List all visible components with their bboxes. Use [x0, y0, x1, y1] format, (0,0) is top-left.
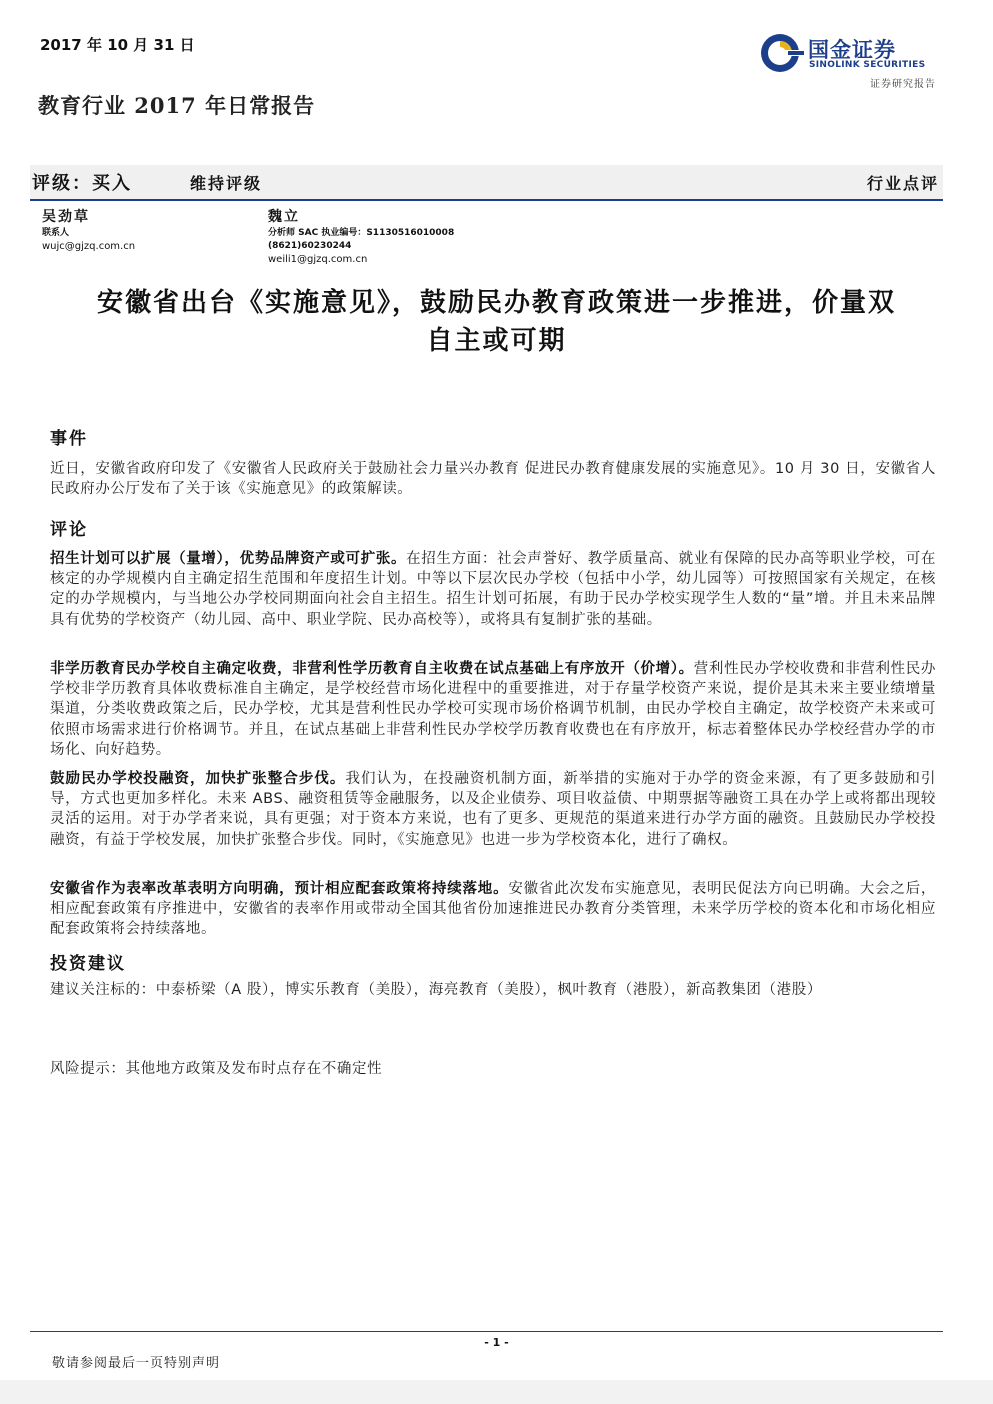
analyst-sac-id: 分析师 SAC 执业编号：S1130516010008 [268, 228, 455, 238]
rating-bar [30, 165, 943, 201]
headline-line-2: 自主或可期 [426, 326, 567, 356]
paragraph-lead: 安徽省作为表率改革表明方向明确，预计相应配套政策将持续落地。 [50, 881, 509, 897]
paragraph-lead: 招生计划可以扩展（量增），优势品牌资产或可扩张。 [50, 551, 407, 567]
footer-divider [30, 1331, 943, 1332]
logo-text-cn: 国金证券 [808, 38, 896, 62]
risk-paragraph: 风险提示：其他地方政策及发布时点存在不确定性 [50, 1061, 383, 1077]
invest-paragraph: 建议关注标的：中泰桥梁（A 股），博实乐教育（美股），海亮教育（美股），枫叶教育（港股），新高教集团（港股） [50, 982, 822, 998]
logo-subtitle: 证券研究报告 [870, 79, 936, 90]
analyst-block-1 [42, 211, 135, 253]
comment-paragraph-1 [50, 549, 936, 630]
analyst-phone: (8621)60230244 [268, 241, 352, 251]
comment-paragraph-4 [50, 879, 936, 940]
comment-paragraph-3 [50, 769, 936, 850]
footer-disclaimer: 敬请参阅最后一页特别声明 [52, 1356, 221, 1371]
analyst-name: 吴劲草 [42, 209, 90, 225]
analyst-block-2 [268, 211, 454, 266]
logo-text-en: SINOLINK SECURITIES [809, 60, 926, 70]
comment-paragraph-2 [50, 659, 936, 760]
paragraph-body: 在招生方面：社会声誉好、教学质量高、就业有保障的民办高等职业学校，可在核定的办学规模内自主确定招生范围和年度招生计划。中等以下层次民办学校（包括中小学，幼儿园等）可按照国家有关规定，在核定的办学规模内，与当地公办学校同期面向社会自主招生。招生计划可拓展，有助于民办学校实现学生人数的“量”增。并且未来品牌具有优势的学校资产（幼儿园、高中、职业学院、民办高校等），或将具有复制扩张的基础。 [50, 551, 936, 628]
analyst-name: 魏立 [268, 209, 300, 225]
paragraph-lead: 非学历教育民办学校自主确定收费，非营利性学历教育自主收费在试点基础上有序放开（价增）。 [50, 661, 694, 677]
paragraph-lead: 鼓励民办学校投融资，加快扩张整合步伐。 [50, 771, 346, 787]
rating-label: 评级：买入 [32, 173, 132, 194]
headline [40, 284, 953, 360]
section-title-comment: 评论 [50, 520, 88, 540]
paragraph-body: 我们认为，在投融资机制方面，新举措的实施对于办学的资金来源，有了更多鼓励和引导，方式也更加多样化。未来 ABS、融资租赁等金融服务，以及企业债券、项目收益债、中期票据等融资工具在办学上或将都出现较灵活的运用。对于办学者来说，具有更强；对于资本方来说，也有了更多、更规范的渠道来进行办学方面的融资。且鼓励民办学校投融资，有益于学校发展，加快扩张整合步伐。同时，《实施意见》也进一步为学校资本化，进行了确权。 [50, 771, 936, 848]
page-number: - 1 - [484, 1336, 509, 1349]
report-date: 2017 年 10 月 31 日 [40, 36, 195, 54]
report-series-title: 教育行业 2017 年日常报告 [38, 93, 316, 118]
report-type: 行业点评 [866, 174, 939, 193]
section-title-event: 事件 [50, 429, 88, 449]
event-paragraph: 近日，安徽省政府印发了《安徽省人民政府关于鼓励社会力量兴办教育 促进民办教育健康发展的实施意见》。10 月 30 日，安徽省人民政府办公厅发布了关于该《实施意见》的政策解读。 [50, 461, 936, 498]
analyst-role: 联系人 [42, 228, 70, 238]
rating-keep: 维持评级 [190, 174, 263, 193]
sinolink-logo-icon [758, 30, 804, 76]
sinolink-logo [758, 30, 944, 76]
section-title-invest: 投资建议 [50, 954, 126, 974]
paragraph-body: 营利性民办学校收费和非营利性民办学校非学历教育具体收费标准自主确定，是学校经营市场化进程中的重要推进，对于存量学校资产来说，提价是其未来主要业绩增量渠道，分类收费政策之后，民办学校，尤其是营利性民办学校可实现市场价格调节机制，由民办学校自主确定，故学校资产未来或可依照市场需求进行价格调节。并且，在试点基础上非营利性民办学校学历教育收费也在有序放开，标志着整体民办学校经营办学的市场化、向好趋势。 [50, 661, 937, 758]
analyst-email[interactable]: weili1@gjzq.com.cn [268, 254, 368, 265]
headline-line-1: 安徽省出台《实施意见》，鼓励民办教育政策进一步推进，价量双 [96, 288, 896, 318]
bottom-band [0, 1380, 993, 1404]
analyst-email[interactable]: wujc@gjzq.com.cn [42, 241, 136, 252]
paragraph-body: 安徽省此次发布实施意见，表明民促法方向已明确。大会之后，相应配套政策有序推进中，安徽省的表率作用或带动全国其他省份加速推进民办教育分类管理，未来学历学校的资本化和市场化相应配套政策将会持续落地。 [50, 881, 936, 938]
